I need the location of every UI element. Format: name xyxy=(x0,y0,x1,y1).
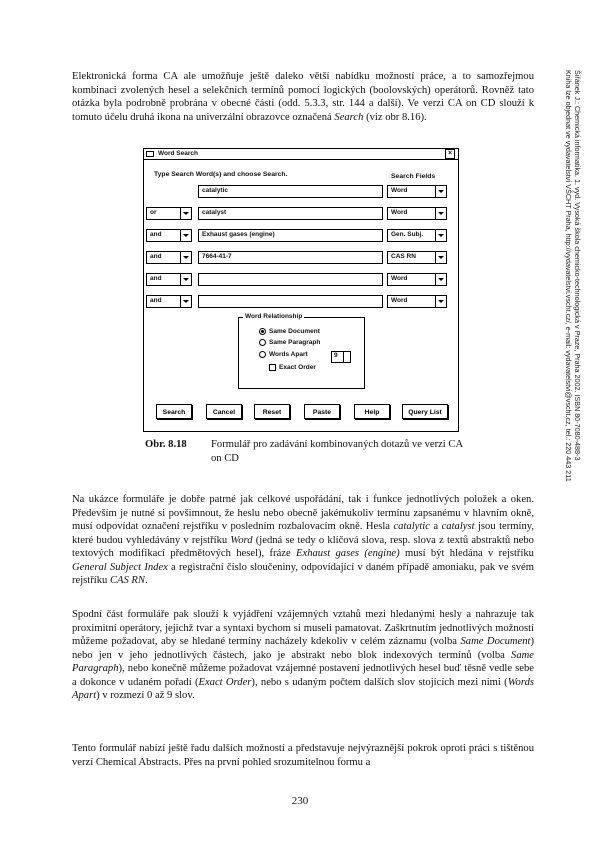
search-term-input[interactable]: catalyst xyxy=(198,207,383,220)
system-menu-icon[interactable] xyxy=(146,151,154,157)
chevron-down-icon[interactable] xyxy=(435,208,446,219)
chevron-down-icon[interactable] xyxy=(435,274,446,285)
dialog-title-bar xyxy=(144,149,458,160)
chevron-down-icon[interactable] xyxy=(180,274,191,285)
paragraph-intro-text: Elektronická forma CA ale umožňuje ještě daleko větší nabídku možností práce, a to samozřejmou kombinaci zvolených hesel a selekčních termínů pomocí logických (boolovských) operátorů. Rovněž tato otázka byla podrobně probrána v obecné části (odd. 5.3.3, str. 144 a další). Ve verzi CA on CD slouží k tomuto účelu druhá ikona na univerzální obrazovce označená Search (viz obr 8.16). xyxy=(72,71,534,123)
search-term-input[interactable]: Exhaust gases (engine) xyxy=(198,229,383,242)
search-field-select[interactable]: CAS RN xyxy=(387,251,447,264)
cancel-button[interactable]: Cancel xyxy=(206,404,242,419)
search-field-select[interactable]: Word xyxy=(387,207,447,220)
chevron-down-icon[interactable] xyxy=(180,208,191,219)
search-field-select[interactable]: Word xyxy=(387,185,447,198)
option-same-paragraph[interactable]: Same Paragraph xyxy=(259,339,320,346)
option-words-apart[interactable]: Words Apart xyxy=(259,351,308,358)
chevron-down-icon[interactable] xyxy=(180,252,191,263)
exact-order-checkbox[interactable]: Exact Order xyxy=(269,364,316,371)
chevron-down-icon[interactable] xyxy=(435,230,446,241)
caption-text: Formulář pro zadávání kombinovaných dotazů ve verzi CA on CD xyxy=(211,439,463,464)
radio-icon[interactable] xyxy=(259,339,266,346)
paragraph-relationships: Spodní část formuláře pak slouží k vyjádření vzájemných vztahů mezi hledanými hesly a nahrazuje tak proximitní operátory, jejichž tvar a syntaxi bychom si museli pamatovat. Zaškrtnutím jednotlivých možností můžeme požadovat, aby se hledané termíny nacházely kdekoliv v celém záznamu (volba Same Document) nebo jen v jeho jednotlivých částech, jako je abstrakt nebo blok indexových termínů (volba Same Paragraph), nebo konečně můžeme požadovat vzájemné postavení jednotlivých hesel buď těsně vedle sebe a dokonce v udaném pořadí (Exact Order), nebo s udaným počtem dalších slov stojících mezi nimi (Words Apart) v rozmezí 0 až 9 slov. xyxy=(72,609,534,701)
search-fields-label: Search Fields xyxy=(391,173,436,180)
instruction-label: Type Search Word(s) and choose Search. xyxy=(154,171,288,178)
word-search-dialog xyxy=(143,148,459,432)
option-same-document[interactable]: Same Document xyxy=(259,328,320,335)
chevron-down-icon[interactable] xyxy=(435,186,446,197)
dialog-title: Word Search xyxy=(158,150,198,157)
search-button[interactable]: Search xyxy=(156,404,192,419)
search-field-select[interactable]: Gen. Subj. xyxy=(387,229,447,242)
search-term-input[interactable]: catalytic xyxy=(198,185,383,198)
paragraph-form-description: Na ukázce formuláře je dobře patrné jak celkové uspořádání, tak i funkce jednotlivých položek a oken. Především je nutné si povšimnout, že heslu nebo obecně jakémukoliv termínu zapsanému v hlavním okně, musí odpovídat označení rejstříku v posledním rozbalovacím okně. Hesla catalytic a catalyst jsou termíny, které budou vyhledávány v rejstříku Word (jedná se tedy o klíčová slova, resp. slova z textů abstraktů nebo textových modifikací předmětových hesel), fráze Exhaust gases (engine) musí být hledána v rejstříku General Subject Index a registrační číslo sloučeniny, odpovídající v daném případě amoniaku, pak ve svém rejstříku CAS RN. xyxy=(72,494,535,586)
operator-select[interactable]: or xyxy=(146,207,192,220)
search-term-input[interactable] xyxy=(198,295,383,308)
operator-select[interactable]: and xyxy=(146,251,192,264)
radio-icon[interactable] xyxy=(259,328,266,335)
search-field-select[interactable]: Word xyxy=(387,273,447,286)
checkbox-icon[interactable] xyxy=(269,364,276,371)
paste-button[interactable]: Paste xyxy=(304,404,340,419)
word-relationship-group xyxy=(238,313,365,389)
sidebar-citation xyxy=(542,70,582,630)
search-term-input[interactable]: 7664-41-7 xyxy=(198,251,383,264)
close-icon[interactable]: × xyxy=(445,149,455,159)
paragraph-conclusion: Tento formulář nabízí ještě řadu dalších možností a představuje nejvýraznější pokrok oproti práci s tištěnou verzí Chemical Abstracts. Přes na první pohled srozumitelnou formu a xyxy=(72,743,534,768)
chevron-down-icon[interactable] xyxy=(180,296,191,307)
operator-select[interactable]: and xyxy=(146,295,192,308)
search-term-input[interactable] xyxy=(198,273,383,286)
help-button[interactable]: Help xyxy=(354,404,390,419)
stepper-arrows-icon[interactable] xyxy=(343,352,350,362)
sidebar-citation-line: Kniha lze objednat ve vydavatelství VŠCHT Praha, http://vydavatelstvi.vscht.cz/, e-mail: vydavatelstvi@vscht.cz, tel.: 220 443 211 xyxy=(564,70,573,482)
chevron-down-icon[interactable] xyxy=(180,230,191,241)
words-apart-stepper[interactable]: 9 xyxy=(331,351,351,363)
query-list-button[interactable]: Query List xyxy=(402,404,448,419)
paragraph-intro xyxy=(72,70,534,124)
reset-button[interactable]: Reset xyxy=(254,404,290,419)
sidebar-citation-line: Šiřánek J.: Chemická informatika. 1. vyd. Vysoká škola chemicko-technologická v Praze, Praha 2002. ISBN 80-7080-488-3 xyxy=(573,70,582,461)
radio-icon[interactable] xyxy=(259,351,266,358)
chevron-down-icon[interactable] xyxy=(435,296,446,307)
operator-select[interactable]: and xyxy=(146,229,192,242)
operator-select[interactable]: and xyxy=(146,273,192,286)
caption-label: Obr. 8.18 xyxy=(145,439,187,450)
page-number: 230 xyxy=(291,795,309,807)
word-relationship-title: Word Relationship xyxy=(245,313,303,320)
search-field-select[interactable]: Word xyxy=(387,295,447,308)
chevron-down-icon[interactable] xyxy=(435,252,446,263)
